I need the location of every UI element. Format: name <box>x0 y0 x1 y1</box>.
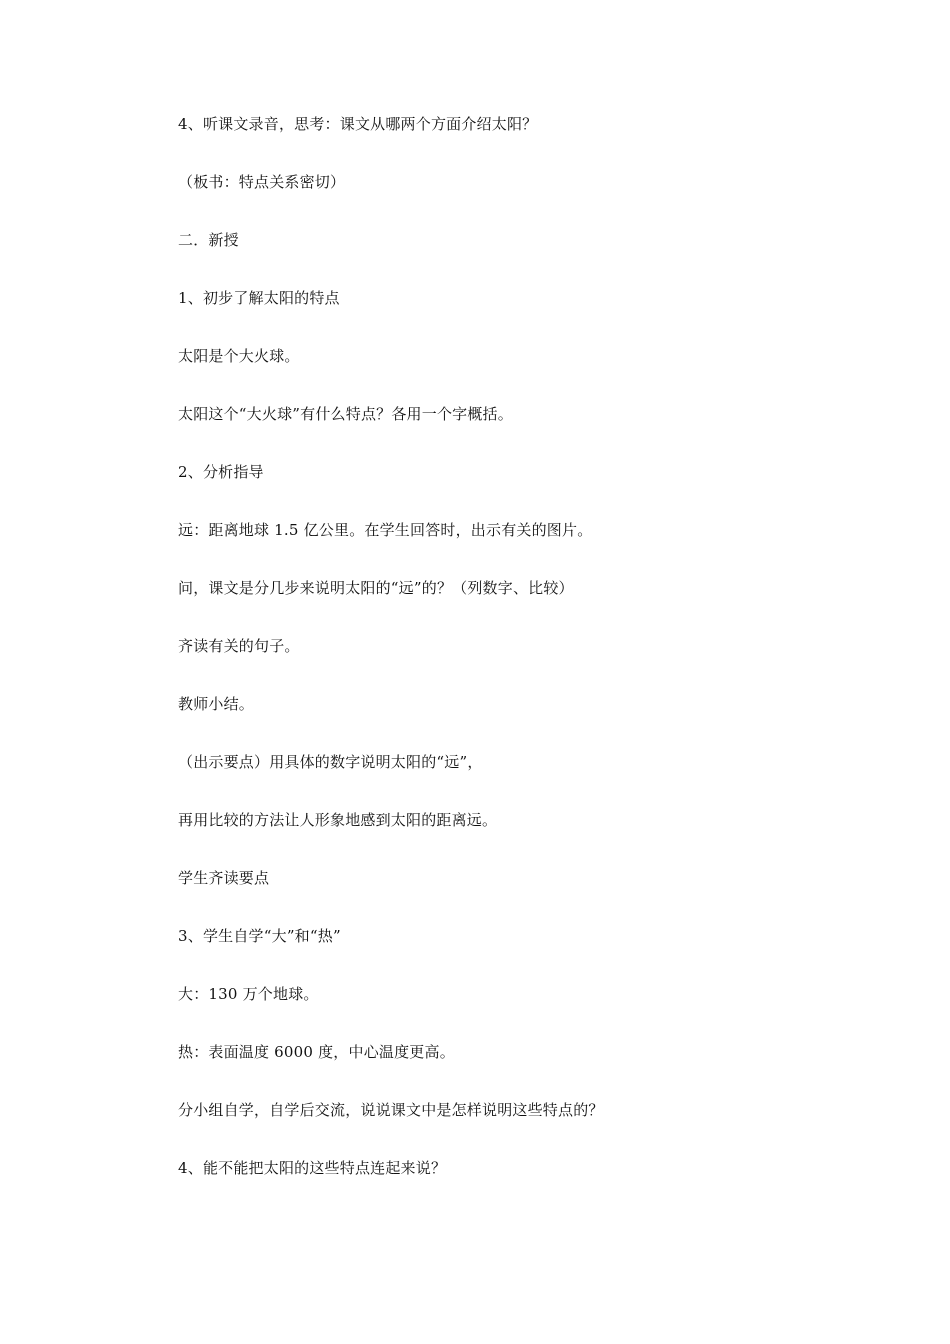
text-line: 问，课文是分几步来说明太阳的“远”的？（列数字、比较） <box>178 579 574 597</box>
text-line: （板书：特点关系密切） <box>178 173 346 191</box>
text-line: 4、听课文录音，思考：课文从哪两个方面介绍太阳？ <box>178 115 538 133</box>
text-line: 4、能不能把太阳的这些特点连起来说？ <box>178 1159 447 1177</box>
text-line: 3、学生自学“大”和“热” <box>178 927 341 945</box>
text-line: 分小组自学，自学后交流，说说课文中是怎样说明这些特点的？ <box>178 1101 604 1119</box>
text-line: 热：表面温度 6000 度，中心温度更高。 <box>178 1043 455 1061</box>
text-line: 大：130 万个地球。 <box>178 985 319 1003</box>
text-line: 1、初步了解太阳的特点 <box>178 289 340 307</box>
text-line: 教师小结。 <box>178 695 255 713</box>
text-line: 远：距离地球 1.5 亿公里。在学生回答时，出示有关的图片。 <box>178 521 593 539</box>
text-line: 太阳这个“大火球”有什么特点？各用一个字概括。 <box>178 405 513 423</box>
text-line: 太阳是个大火球。 <box>178 347 300 365</box>
text-line: 2、分析指导 <box>178 463 264 481</box>
text-line: （出示要点）用具体的数字说明太阳的“远”， <box>178 753 483 771</box>
text-line: 学生齐读要点 <box>178 869 270 887</box>
text-line: 再用比较的方法让人形象地感到太阳的距离远。 <box>178 811 498 829</box>
section-heading: 二．新授 <box>178 231 239 249</box>
text-line: 齐读有关的句子。 <box>178 637 300 655</box>
